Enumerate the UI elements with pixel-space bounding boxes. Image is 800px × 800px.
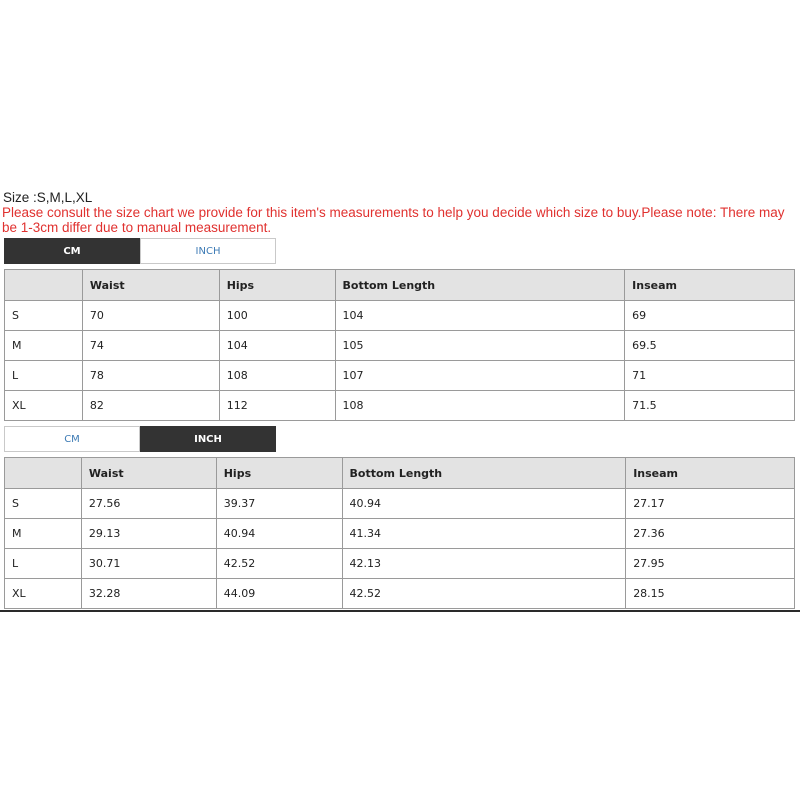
cell-hips: 44.09 <box>216 579 342 609</box>
cell-size: L <box>5 361 83 391</box>
table-row <box>5 519 795 549</box>
cell-hips: 42.52 <box>216 549 342 579</box>
unit-tabs-cm-table <box>4 238 276 264</box>
cell-waist: 74 <box>82 331 219 361</box>
cell-waist: 30.71 <box>81 549 216 579</box>
tab-cm[interactable]: CM <box>4 426 140 452</box>
tab-inch[interactable]: INCH <box>140 426 276 452</box>
header-hips: Hips <box>216 458 342 489</box>
cell-bottom-length: 41.34 <box>342 519 626 549</box>
cell-inseam: 69 <box>625 301 795 331</box>
header-inseam: Inseam <box>625 270 795 301</box>
cell-inseam: 27.95 <box>626 549 795 579</box>
cell-bottom-length: 42.52 <box>342 579 626 609</box>
cell-inseam: 27.17 <box>626 489 795 519</box>
size-note: Please consult the size chart we provide for this item's measurements to help you decide which size to buy.Please note: There may be 1-3cm differ due to manual measurement. <box>2 205 785 235</box>
header-waist: Waist <box>81 458 216 489</box>
table-row <box>5 489 795 519</box>
header-size <box>5 458 82 489</box>
size-table-cm <box>4 269 795 421</box>
cell-bottom-length: 104 <box>335 301 625 331</box>
table-header-row <box>5 458 795 489</box>
table-row <box>5 301 795 331</box>
cell-bottom-length: 40.94 <box>342 489 626 519</box>
cell-size: XL <box>5 391 83 421</box>
cell-size: S <box>5 489 82 519</box>
cell-inseam: 28.15 <box>626 579 795 609</box>
cell-bottom-length: 108 <box>335 391 625 421</box>
cell-waist: 78 <box>82 361 219 391</box>
unit-tabs-inch-table <box>4 426 276 452</box>
table-row <box>5 579 795 609</box>
header-bottom-length: Bottom Length <box>342 458 626 489</box>
cell-waist: 32.28 <box>81 579 216 609</box>
table-row <box>5 361 795 391</box>
bottom-divider <box>0 610 800 612</box>
available-sizes: Size :S,M,L,XL <box>3 190 93 205</box>
cell-inseam: 27.36 <box>626 519 795 549</box>
cell-waist: 29.13 <box>81 519 216 549</box>
cell-size: S <box>5 301 83 331</box>
cell-inseam: 71.5 <box>625 391 795 421</box>
cell-size: M <box>5 519 82 549</box>
table-row <box>5 549 795 579</box>
cell-bottom-length: 42.13 <box>342 549 626 579</box>
header-inseam: Inseam <box>626 458 795 489</box>
header-size <box>5 270 83 301</box>
cell-size: XL <box>5 579 82 609</box>
cell-hips: 108 <box>219 361 335 391</box>
cell-hips: 112 <box>219 391 335 421</box>
header-waist: Waist <box>82 270 219 301</box>
header-hips: Hips <box>219 270 335 301</box>
tab-inch[interactable]: INCH <box>140 238 276 264</box>
cell-waist: 82 <box>82 391 219 421</box>
cell-inseam: 69.5 <box>625 331 795 361</box>
tab-cm[interactable]: CM <box>4 238 140 264</box>
cell-inseam: 71 <box>625 361 795 391</box>
size-table-inch <box>4 457 795 609</box>
cell-waist: 27.56 <box>81 489 216 519</box>
cell-bottom-length: 105 <box>335 331 625 361</box>
table-row <box>5 391 795 421</box>
table-row <box>5 331 795 361</box>
cell-waist: 70 <box>82 301 219 331</box>
cell-hips: 100 <box>219 301 335 331</box>
cell-bottom-length: 107 <box>335 361 625 391</box>
header-bottom-length: Bottom Length <box>335 270 625 301</box>
cell-hips: 104 <box>219 331 335 361</box>
cell-size: M <box>5 331 83 361</box>
cell-hips: 40.94 <box>216 519 342 549</box>
table-header-row <box>5 270 795 301</box>
cell-size: L <box>5 549 82 579</box>
cell-hips: 39.37 <box>216 489 342 519</box>
